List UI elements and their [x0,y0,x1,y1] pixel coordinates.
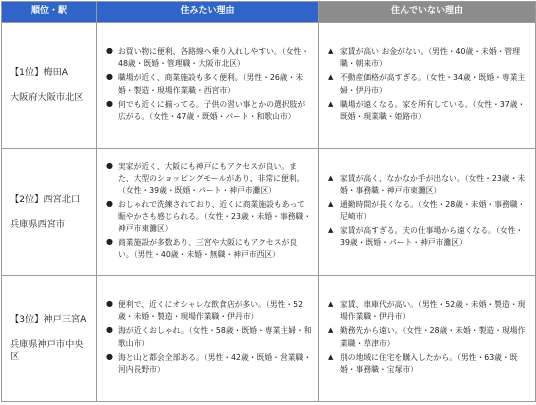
list-item: ▲ 家賃、車庫代が高い。（男性・52歳・未婚・製造・現場作業職・伊丹市） [328,300,526,322]
live-reasons-cell [97,149,319,276]
header-reason-to-live: 住みたい理由 [97,2,319,23]
list-item: ● お買い物に便利、各路線へ乗り入れしやすい。（女性・48歳・既婚・管理職・大阪市北区） [106,46,310,69]
table-header-row [2,2,536,23]
rank-title: 【2位】西宮北口 [10,193,81,205]
not-live-reasons-cell [319,276,536,402]
triangle-icon: ▲ [328,352,334,361]
rank-cell [2,149,97,276]
rank-cell [2,276,97,402]
bullet-icon: ● [106,351,113,361]
rank-cell [2,23,97,149]
header-reason-not-living: 住んでいない理由 [319,2,536,23]
triangle-icon: ▲ [328,199,334,208]
table-row [2,276,536,402]
list-item: ▲ 勤務先から遠い。（女性・28歳・未婚・製造・現場作業職・草津市） [328,326,526,348]
triangle-icon: ▲ [328,300,334,309]
not-live-reasons-cell [319,149,536,276]
triangle-icon: ▲ [328,173,334,182]
bullet-icon: ● [106,237,113,247]
list-item: ● 商業施設が多数あり、三宮や大阪にもアクセスが良い。（男性・40歳・未婚・無職・神戸市西区） [106,237,298,260]
not-live-reasons-cell [319,23,536,149]
list-item: ▲ 職場が遠くなる。家を所有している。（女性・37歳・既婚・現業職・姫路市） [328,99,526,121]
rank-title: 【3位】神戸三宮A [10,314,87,326]
bullet-icon: ● [106,325,113,335]
list-item: ● 便利で、近くにオシャレな飲食店が多い。（男性・52歳・未婚・製造・現場作業職・伊丹市） [106,299,304,322]
bullet-icon: ● [106,160,113,170]
triangle-icon: ▲ [328,326,334,335]
bullet-icon: ● [106,98,113,108]
bullet-icon: ● [106,198,113,208]
triangle-icon: ▲ [328,226,334,235]
list-item: ● おしゃれで洗練されており、近くに商業施設もあって賑やかさも感じられる。（女性・23歳・未婚・事務職・神戸市東灘区） [106,198,312,234]
rank-city: 兵庫県西宮市 [10,218,66,230]
list-item: ▲ 通勤時間が長くなる。（女性・28歳・未婚・事務職・尼崎市） [328,199,526,221]
live-reasons-cell [97,276,319,402]
list-item: ▲ 家賃が高すぎる。夫の仕事場から遠くなる。（女性・39歳・既婚・パート・神戸市灘区） [328,226,524,248]
list-item: ● 実家が近く、大阪にも神戸にもアクセスが良い。また、大型のショッピングモールがあり、非常に便利。（女性・39歳・既婚・パート・神戸市灘区） [106,160,305,195]
list-item: ▲ 家賃が高く、なかなか手が出ない。（女性・23歳・未婚・事務職・神戸市東灘区） [328,173,526,195]
rank-title: 【1位】梅田A [10,67,69,79]
list-item: ▲ 別の地域に住宅を購入したから。（男性・63歳・既婚・事務職・宝塚市） [328,352,518,374]
bullet-icon: ● [106,46,113,56]
triangle-icon: ▲ [328,99,334,108]
bullet-icon: ● [106,299,113,309]
list-item: ▲ 家賃が高い お金がない。（男性・40歳・未婚・管理職・朝来市） [328,47,521,69]
rank-city: 大阪府大阪市北区 [10,92,84,103]
table-row [2,149,536,276]
table-row [2,23,536,149]
header-rank-station: 順位・駅 [2,2,97,23]
list-item: ● 職場が近く、商業施設も多く便利。（男性・26歳・未婚・製造・現場作業職・西宮市） [106,72,304,95]
list-item: ● 海と山と都会全部ある。（男性・42歳・既婚・営業職・河内長野市） [106,351,312,374]
triangle-icon: ▲ [328,47,334,56]
rank-city: 兵庫県神戸市中央区 [10,339,84,362]
list-item: ● 何でも近くに揃ってる。子供の習い事とかの選択肢が広がる。（女性・47歳・既婚・パート・和歌山市） [106,98,306,121]
live-reasons-cell [97,23,319,149]
list-item: ▲ 不動産価格が高すぎる。（女性・34歳・既婚・専業主婦・伊丹市） [328,73,526,95]
bullet-icon: ● [106,72,113,82]
list-item: ● 海が近くおしゃれ。（女性・58歳・既婚・専業主婦・和歌山市） [106,325,312,348]
triangle-icon: ▲ [328,73,334,82]
ranking-table [1,1,536,402]
